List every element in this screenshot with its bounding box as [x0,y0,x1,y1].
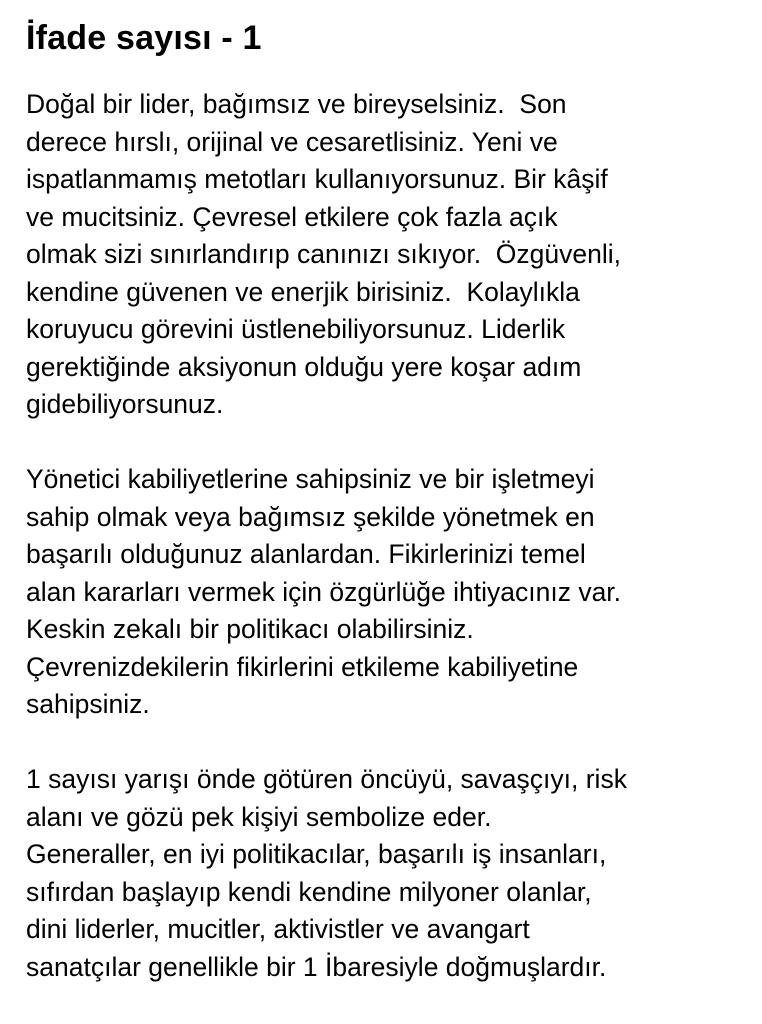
text-line: Çevrenizdekilerin fikirlerini etkileme kabiliyetine [26,651,579,682]
text-line: Doğal bir lider, bağımsız ve bireyselsiniz. Son [26,89,567,119]
text-line: alan kararları vermek için özgürlüğe ihtiyacınız var. [26,576,622,607]
text-line: sıfırdan başlayıp kendi kendine milyoner olanlar, [26,876,592,907]
paragraph-1 [26,86,746,424]
text-line: başarılı olduğunuz alanlardan. Fikirlerinizi temel [26,539,586,569]
paragraph-2 [26,461,746,724]
paragraph-3 [26,761,746,986]
text-line: kendine güvenen ve enerjik birisiniz. Kolaylıkla [26,276,580,307]
text-line: gidebiliyorsunuz. [26,389,224,419]
document-page [26,14,746,986]
text-line: Keskin zekalı bir politikacı olabilirsiniz. [26,614,474,644]
text-line: Generaller, en iyi politikacılar, başarılı iş insanları, [26,839,607,869]
text-line: koruyucu görevini üstlenebiliyorsunuz. Liderlik [26,314,566,344]
text-line: ispatlanmamış metotları kullanıyorsunuz. Bir kâşif [26,164,608,194]
text-line: sanatçılar genellikle bir 1 İbaresiyle doğmuşlardır. [26,951,607,982]
text-line: Yönetici kabiliyetlerine sahipsiniz ve bir işletmeyi [26,464,595,494]
text-line: olmak sizi sınırlandırıp canınızı sıkıyor. Özgüvenli, [26,239,622,269]
text-line: 1 sayısı yarışı önde götüren öncüyü, savaşçıyı, risk [26,764,627,794]
text-line: sahip olmak veya bağımsız şekilde yönetmek en [26,501,595,532]
text-line: ve mucitsiniz. Çevresel etkilere çok fazla açık [26,201,558,232]
paragraph-spacer [26,424,746,462]
paragraph-spacer [26,724,746,762]
text-line: gerektiğinde aksiyonun olduğu yere koşar adım [26,351,582,382]
page-title: İfade sayısı - 1 [26,19,262,57]
text-line: dini liderler, mucitler, aktivistler ve avangart [26,914,530,944]
text-line: sahipsiniz. [26,689,150,719]
text-line: alanı ve gözü pek kişiyi sembolize eder. [26,801,492,832]
text-line: derece hırslı, orijinal ve cesaretlisiniz. Yeni ve [26,126,558,157]
